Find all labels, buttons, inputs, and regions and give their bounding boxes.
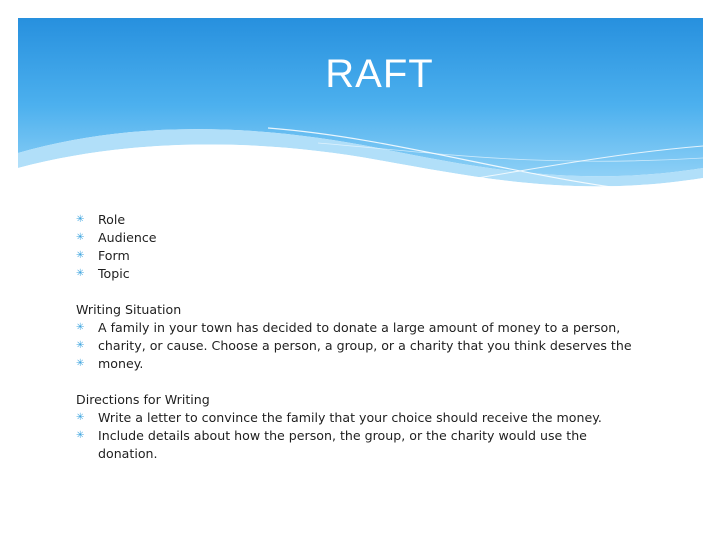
writing-situation-list: [76, 319, 696, 373]
asterisk-bullet-icon: ✳: [76, 358, 85, 369]
list-item: [76, 265, 696, 283]
asterisk-bullet-icon: ✳: [76, 232, 85, 243]
directions-heading: Directions for Writing: [76, 392, 210, 407]
raft-list: [76, 211, 696, 283]
asterisk-bullet-icon: ✳: [76, 268, 85, 279]
raft-item-form: Form: [98, 248, 130, 263]
list-item: [76, 211, 696, 229]
writing-situation-heading: Writing Situation: [76, 302, 182, 317]
directions-line: Include details about how the person, the group, or the charity would use the donation.: [98, 428, 587, 461]
asterisk-bullet-icon: ✳: [76, 340, 85, 351]
list-item: [76, 247, 696, 265]
asterisk-bullet-icon: ✳: [76, 214, 85, 225]
asterisk-bullet-icon: ✳: [76, 250, 85, 261]
list-item: [76, 229, 696, 247]
directions-line: Write a letter to convince the family that your choice should receive the money.: [98, 410, 602, 425]
slide-body: [76, 211, 696, 463]
raft-item-audience: Audience: [98, 230, 157, 245]
directions-list: [76, 409, 696, 463]
banner-graphic: [18, 18, 703, 203]
slide-title: RAFT: [325, 52, 434, 96]
asterisk-bullet-icon: ✳: [76, 430, 85, 441]
raft-item-topic: Topic: [98, 266, 130, 281]
asterisk-bullet-icon: ✳: [76, 322, 85, 333]
list-item: [76, 337, 696, 355]
list-item: [76, 355, 696, 373]
situation-line: A family in your town has decided to donate a large amount of money to a person,: [98, 320, 621, 335]
asterisk-bullet-icon: ✳: [76, 412, 85, 423]
list-item: [76, 319, 696, 337]
list-item: [76, 409, 696, 427]
situation-line: money.: [98, 356, 144, 371]
list-item: [76, 427, 618, 463]
title-banner: [18, 18, 703, 203]
raft-item-role: Role: [98, 212, 126, 227]
situation-line: charity, or cause. Choose a person, a group, or a charity that you think deserves the: [98, 338, 632, 353]
